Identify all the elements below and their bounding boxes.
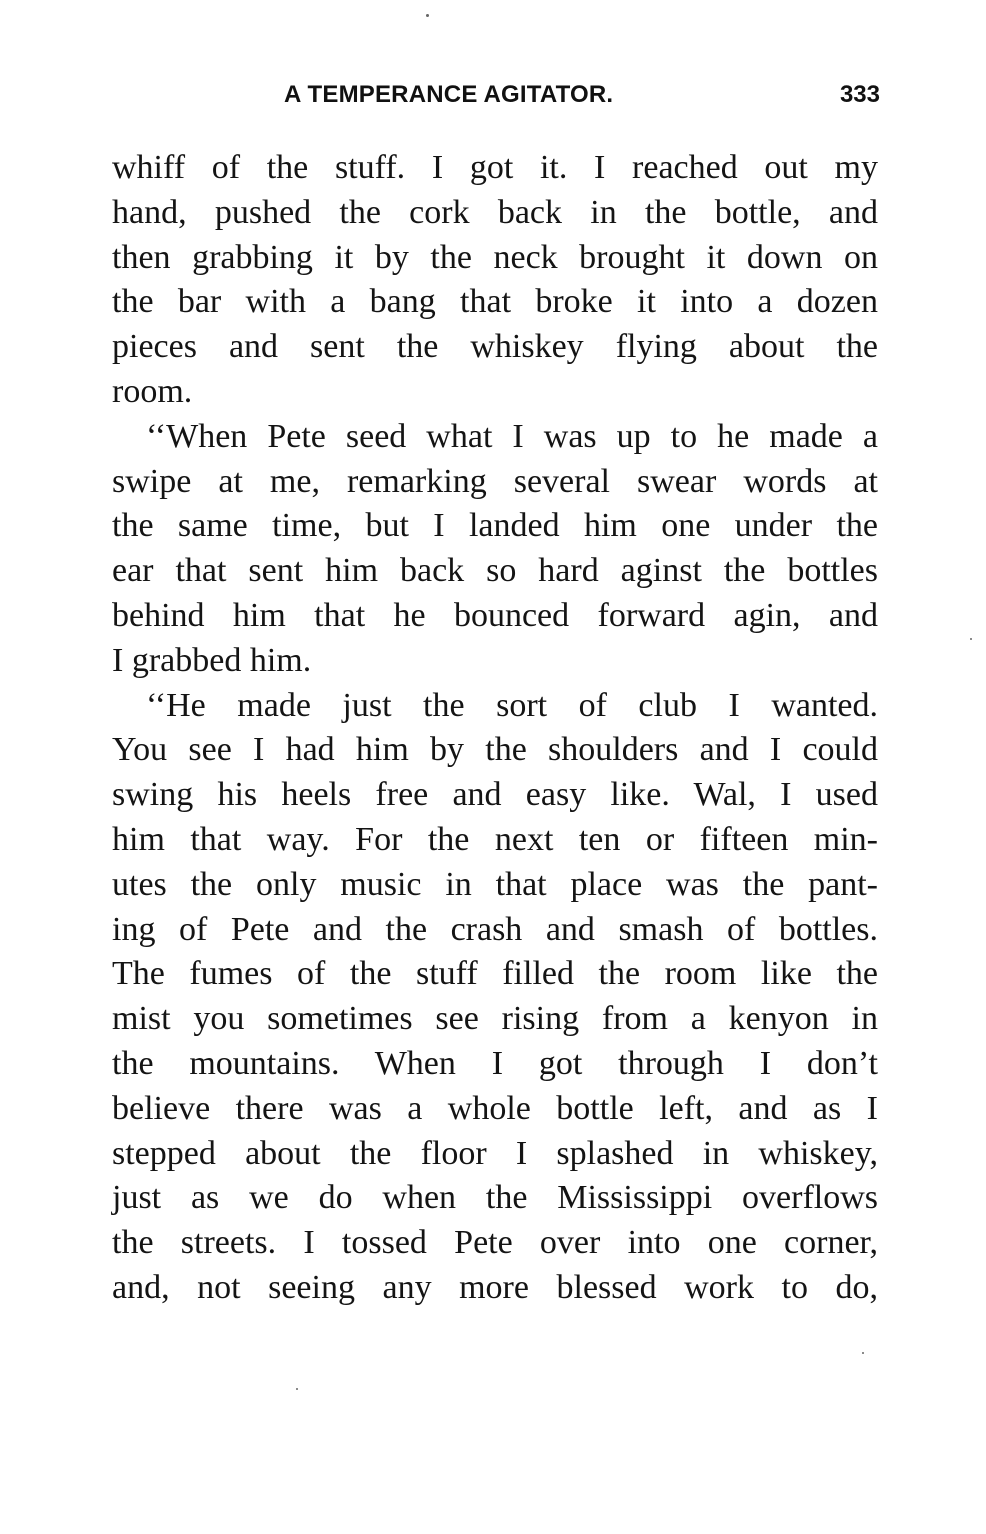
text-line: You see I had him by the shoulders and I could	[112, 731, 878, 769]
text-line: and, not seeing any more blessed work to do,	[112, 1268, 878, 1306]
text-line: behind him that he bounced forward agin, and	[112, 596, 878, 634]
text-line: the bar with a bang that broke it into a dozen	[112, 283, 878, 321]
running-head: A TEMPERANCE AGITATOR.	[284, 81, 614, 108]
text-line: then grabbing it by the neck brought it down on	[112, 238, 878, 276]
text-line: the streets. I tossed Pete over into one corner,	[112, 1224, 878, 1262]
text-line: mist you sometimes see rising from a kenyon in	[112, 1000, 878, 1038]
text-line: swipe at me, remarking several swear words at	[112, 462, 878, 500]
text-line: just as we do when the Mississippi overflows	[112, 1179, 878, 1217]
text-line: stepped about the floor I splashed in whiskey,	[112, 1134, 878, 1172]
page-number: 333	[839, 81, 880, 108]
body-text	[112, 146, 878, 1311]
ink-speck	[296, 1388, 298, 1390]
text-line: the same time, but I landed him one under the	[112, 507, 878, 545]
text-line: him that way. For the next ten or fifteen min-	[112, 820, 878, 858]
text-line: ‘‘When Pete seed what I was up to he made a	[146, 417, 878, 455]
page-header	[112, 80, 880, 120]
text-line: swing his heels free and easy like. Wal, I used	[112, 776, 878, 814]
text-line: I grabbed him.	[112, 641, 312, 679]
text-line: ‘‘He made just the sort of club I wanted.	[146, 686, 878, 724]
ink-speck	[970, 638, 972, 640]
text-line: ear that sent him back so hard aginst the bottles	[112, 552, 878, 590]
text-line: utes the only music in that place was the pant-	[112, 865, 878, 903]
text-line: room.	[112, 372, 193, 410]
text-line: ing of Pete and the crash and smash of bottles.	[112, 910, 878, 948]
text-line: believe there was a whole bottle left, and as I	[112, 1089, 878, 1127]
text-line: the mountains. When I got through I don’t	[112, 1044, 878, 1082]
text-line: whiff of the stuff. I got it. I reached out my	[112, 149, 878, 186]
text-line: hand, pushed the cork back in the bottle, and	[112, 193, 878, 231]
ink-speck	[426, 14, 429, 17]
ink-speck	[862, 1352, 864, 1354]
text-line: pieces and sent the whiskey flying about the	[112, 328, 878, 366]
text-line: The fumes of the stuff filled the room like the	[112, 955, 878, 993]
